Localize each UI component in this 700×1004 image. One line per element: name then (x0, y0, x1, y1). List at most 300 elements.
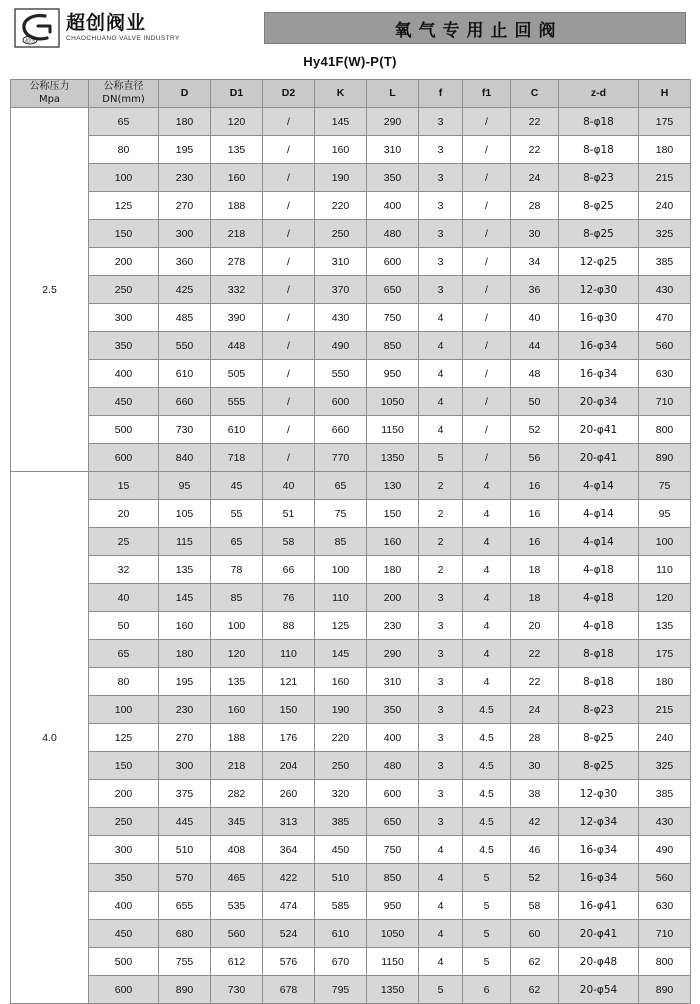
cell-zd: 20-φ41 (559, 444, 639, 472)
cell-dn: 80 (89, 136, 159, 164)
cell-dn: 350 (89, 332, 159, 360)
cell-c: 52 (511, 864, 559, 892)
cell-d2: 51 (263, 500, 315, 528)
cell-d: 610 (159, 360, 211, 388)
cell-d: 655 (159, 892, 211, 920)
cell-f1: / (463, 444, 511, 472)
cell-d1: 65 (211, 528, 263, 556)
cell-c: 18 (511, 584, 559, 612)
table-row (11, 724, 691, 752)
cell-c: 22 (511, 668, 559, 696)
spec-table-wrapper (0, 79, 700, 1004)
cell-h: 890 (639, 976, 691, 1004)
cell-d2: 88 (263, 612, 315, 640)
cell-k: 770 (315, 444, 367, 472)
cell-d1: 45 (211, 472, 263, 500)
cell-l: 1050 (367, 920, 419, 948)
cell-d1: 135 (211, 136, 263, 164)
cell-dn: 65 (89, 640, 159, 668)
cell-f1: 4 (463, 612, 511, 640)
cell-d1: 560 (211, 920, 263, 948)
cell-dn: 300 (89, 304, 159, 332)
cell-l: 400 (367, 192, 419, 220)
cell-c: 24 (511, 164, 559, 192)
cell-h: 75 (639, 472, 691, 500)
cell-f: 3 (419, 668, 463, 696)
cell-k: 65 (315, 472, 367, 500)
cell-zd: 8-φ25 (559, 724, 639, 752)
cell-d2: 121 (263, 668, 315, 696)
cell-l: 750 (367, 836, 419, 864)
cell-l: 600 (367, 248, 419, 276)
table-row (11, 248, 691, 276)
cell-f: 4 (419, 416, 463, 444)
cell-c: 56 (511, 444, 559, 472)
cell-d2: 313 (263, 808, 315, 836)
cell-f1: / (463, 276, 511, 304)
cell-d: 730 (159, 416, 211, 444)
cell-h: 175 (639, 640, 691, 668)
cell-d: 755 (159, 948, 211, 976)
product-title: 氧气专用止回阀 (394, 20, 563, 41)
table-row (11, 388, 691, 416)
cell-h: 800 (639, 948, 691, 976)
cell-l: 310 (367, 136, 419, 164)
cell-d2: / (263, 220, 315, 248)
cell-d2: / (263, 192, 315, 220)
cell-k: 220 (315, 192, 367, 220)
cell-dn: 25 (89, 528, 159, 556)
cell-f: 3 (419, 108, 463, 136)
cell-f: 3 (419, 276, 463, 304)
cell-zd: 8-φ25 (559, 192, 639, 220)
cell-d: 135 (159, 556, 211, 584)
cell-f: 4 (419, 388, 463, 416)
cell-h: 385 (639, 248, 691, 276)
cell-d1: 448 (211, 332, 263, 360)
cell-dn: 450 (89, 388, 159, 416)
cell-f1: 4 (463, 500, 511, 528)
cell-h: 470 (639, 304, 691, 332)
cell-h: 240 (639, 192, 691, 220)
table-row (11, 276, 691, 304)
cell-f: 3 (419, 724, 463, 752)
cell-f1: / (463, 388, 511, 416)
cell-dn: 200 (89, 248, 159, 276)
cell-zd: 8-φ18 (559, 668, 639, 696)
cell-d: 270 (159, 724, 211, 752)
table-row (11, 472, 691, 500)
cell-zd: 4-φ14 (559, 472, 639, 500)
cell-f1: / (463, 304, 511, 332)
cell-dn: 600 (89, 976, 159, 1004)
cell-k: 310 (315, 248, 367, 276)
cell-d1: 188 (211, 724, 263, 752)
cell-k: 670 (315, 948, 367, 976)
cell-dn: 100 (89, 164, 159, 192)
cell-f: 4 (419, 360, 463, 388)
table-header-row (11, 80, 691, 108)
cell-d: 550 (159, 332, 211, 360)
product-title-bar (264, 12, 686, 44)
cell-f: 3 (419, 612, 463, 640)
cell-c: 44 (511, 332, 559, 360)
cell-c: 22 (511, 108, 559, 136)
cell-l: 180 (367, 556, 419, 584)
cell-h: 630 (639, 360, 691, 388)
cell-k: 450 (315, 836, 367, 864)
cell-d1: 465 (211, 864, 263, 892)
header-d1: D1 (211, 80, 263, 108)
cell-dn: 400 (89, 360, 159, 388)
cell-h: 325 (639, 220, 691, 248)
header-pressure (11, 80, 89, 108)
cell-d: 570 (159, 864, 211, 892)
cell-d2: 524 (263, 920, 315, 948)
cell-d1: 78 (211, 556, 263, 584)
cell-d: 300 (159, 752, 211, 780)
cell-d2: / (263, 416, 315, 444)
cell-k: 550 (315, 360, 367, 388)
header-l: L (367, 80, 419, 108)
cell-c: 46 (511, 836, 559, 864)
cell-zd: 4-φ14 (559, 500, 639, 528)
cell-l: 160 (367, 528, 419, 556)
cell-d1: 278 (211, 248, 263, 276)
cell-d2: 474 (263, 892, 315, 920)
table-row (11, 220, 691, 248)
table-body (11, 108, 691, 1004)
cell-k: 385 (315, 808, 367, 836)
cell-d: 195 (159, 668, 211, 696)
cell-zd: 16-φ41 (559, 892, 639, 920)
cell-dn: 250 (89, 276, 159, 304)
cell-d2: 66 (263, 556, 315, 584)
cell-c: 60 (511, 920, 559, 948)
cell-h: 560 (639, 864, 691, 892)
cell-h: 630 (639, 892, 691, 920)
cell-f: 3 (419, 584, 463, 612)
cell-l: 150 (367, 500, 419, 528)
cell-f1: / (463, 332, 511, 360)
cell-d1: 120 (211, 108, 263, 136)
cell-d2: 150 (263, 696, 315, 724)
cell-l: 1150 (367, 948, 419, 976)
cell-f1: 4 (463, 668, 511, 696)
cell-h: 385 (639, 780, 691, 808)
cell-d: 115 (159, 528, 211, 556)
cell-l: 650 (367, 276, 419, 304)
cell-d2: / (263, 164, 315, 192)
cell-d: 145 (159, 584, 211, 612)
cell-f1: 6 (463, 976, 511, 1004)
cell-h: 560 (639, 332, 691, 360)
cell-d2: 40 (263, 472, 315, 500)
cell-dn: 450 (89, 920, 159, 948)
cell-h: 430 (639, 276, 691, 304)
cell-f: 3 (419, 220, 463, 248)
cell-d1: 55 (211, 500, 263, 528)
cell-f1: 4 (463, 584, 511, 612)
table-row (11, 416, 691, 444)
cell-c: 38 (511, 780, 559, 808)
cell-dn: 65 (89, 108, 159, 136)
cell-d2: / (263, 276, 315, 304)
cell-h: 100 (639, 528, 691, 556)
cell-d1: 408 (211, 836, 263, 864)
cell-c: 62 (511, 948, 559, 976)
cell-h: 430 (639, 808, 691, 836)
cell-d1: 160 (211, 164, 263, 192)
cell-h: 240 (639, 724, 691, 752)
header-zd: z-d (559, 80, 639, 108)
cell-k: 250 (315, 220, 367, 248)
cell-c: 22 (511, 136, 559, 164)
cell-zd: 4-φ18 (559, 556, 639, 584)
cell-h: 710 (639, 920, 691, 948)
cell-h: 215 (639, 696, 691, 724)
header-k: K (315, 80, 367, 108)
cell-dn: 400 (89, 892, 159, 920)
cell-l: 350 (367, 164, 419, 192)
cell-k: 510 (315, 864, 367, 892)
cell-d: 105 (159, 500, 211, 528)
product-model-code: Hy41F(W)-P(T) (303, 54, 397, 69)
cell-f: 3 (419, 136, 463, 164)
cell-d: 485 (159, 304, 211, 332)
cell-c: 16 (511, 500, 559, 528)
cell-f: 3 (419, 752, 463, 780)
cell-d: 230 (159, 164, 211, 192)
cell-l: 480 (367, 220, 419, 248)
cell-zd: 4-φ18 (559, 612, 639, 640)
cell-d: 840 (159, 444, 211, 472)
cell-f1: 4 (463, 472, 511, 500)
cell-k: 125 (315, 612, 367, 640)
cell-c: 42 (511, 808, 559, 836)
cell-l: 600 (367, 780, 419, 808)
cell-zd: 8-φ18 (559, 108, 639, 136)
table-row (11, 164, 691, 192)
cell-k: 795 (315, 976, 367, 1004)
cell-d: 660 (159, 388, 211, 416)
cell-f: 2 (419, 472, 463, 500)
cell-d: 445 (159, 808, 211, 836)
table-row (11, 612, 691, 640)
cell-h: 135 (639, 612, 691, 640)
cell-f1: 4 (463, 556, 511, 584)
cell-d: 375 (159, 780, 211, 808)
cell-zd: 8-φ18 (559, 640, 639, 668)
cell-dn: 80 (89, 668, 159, 696)
cell-l: 1350 (367, 976, 419, 1004)
cell-h: 800 (639, 416, 691, 444)
company-logo-icon (14, 8, 60, 48)
cell-dn: 350 (89, 864, 159, 892)
cell-l: 950 (367, 360, 419, 388)
cell-d1: 332 (211, 276, 263, 304)
table-row (11, 948, 691, 976)
cell-c: 16 (511, 528, 559, 556)
cell-d: 425 (159, 276, 211, 304)
table-row (11, 360, 691, 388)
logo-company-name-en: CHAOCHUANG VALVE INDUSTRY (66, 34, 180, 42)
cell-zd: 16-φ34 (559, 836, 639, 864)
cell-d2: 576 (263, 948, 315, 976)
table-row (11, 892, 691, 920)
table-row (11, 304, 691, 332)
cell-h: 120 (639, 584, 691, 612)
cell-k: 320 (315, 780, 367, 808)
table-row (11, 920, 691, 948)
cell-c: 58 (511, 892, 559, 920)
cell-l: 310 (367, 668, 419, 696)
cell-f1: / (463, 108, 511, 136)
cell-zd: 16-φ34 (559, 864, 639, 892)
cell-c: 16 (511, 472, 559, 500)
cell-d: 360 (159, 248, 211, 276)
cell-d2: / (263, 444, 315, 472)
cell-zd: 8-φ18 (559, 136, 639, 164)
table-row (11, 500, 691, 528)
cell-l: 200 (367, 584, 419, 612)
cell-d: 180 (159, 640, 211, 668)
cell-l: 950 (367, 892, 419, 920)
cell-c: 48 (511, 360, 559, 388)
cell-k: 585 (315, 892, 367, 920)
cell-f1: 4.5 (463, 808, 511, 836)
cell-d2: / (263, 304, 315, 332)
cell-l: 350 (367, 696, 419, 724)
cell-d2: 204 (263, 752, 315, 780)
table-row (11, 780, 691, 808)
cell-dn: 32 (89, 556, 159, 584)
cell-d: 680 (159, 920, 211, 948)
table-row (11, 584, 691, 612)
cell-zd: 20-φ41 (559, 416, 639, 444)
cell-dn: 150 (89, 220, 159, 248)
cell-zd: 8-φ23 (559, 164, 639, 192)
cell-l: 850 (367, 864, 419, 892)
cell-k: 610 (315, 920, 367, 948)
cell-h: 890 (639, 444, 691, 472)
cell-h: 180 (639, 136, 691, 164)
cell-c: 24 (511, 696, 559, 724)
cell-zd: 16-φ34 (559, 360, 639, 388)
cell-d1: 535 (211, 892, 263, 920)
cell-zd: 8-φ25 (559, 752, 639, 780)
cell-d2: / (263, 136, 315, 164)
cell-f: 4 (419, 948, 463, 976)
cell-f1: / (463, 192, 511, 220)
cell-d1: 612 (211, 948, 263, 976)
cell-d1: 610 (211, 416, 263, 444)
cell-l: 650 (367, 808, 419, 836)
cell-k: 250 (315, 752, 367, 780)
cell-l: 290 (367, 640, 419, 668)
cell-k: 160 (315, 668, 367, 696)
cell-f: 3 (419, 164, 463, 192)
cell-h: 490 (639, 836, 691, 864)
cell-d: 160 (159, 612, 211, 640)
cell-f1: / (463, 416, 511, 444)
cell-d1: 390 (211, 304, 263, 332)
header-d2: D2 (263, 80, 315, 108)
cell-dn: 200 (89, 780, 159, 808)
cell-f: 3 (419, 192, 463, 220)
cell-dn: 600 (89, 444, 159, 472)
cell-f: 4 (419, 304, 463, 332)
cell-d1: 188 (211, 192, 263, 220)
cell-d1: 282 (211, 780, 263, 808)
cell-zd: 4-φ14 (559, 528, 639, 556)
cell-d1: 218 (211, 752, 263, 780)
cell-f1: 5 (463, 892, 511, 920)
page-header (0, 0, 700, 52)
cell-l: 480 (367, 752, 419, 780)
header-c: C (511, 80, 559, 108)
header-d: D (159, 80, 211, 108)
cell-dn: 500 (89, 948, 159, 976)
cell-d: 270 (159, 192, 211, 220)
cell-c: 30 (511, 220, 559, 248)
cell-c: 36 (511, 276, 559, 304)
cell-f: 4 (419, 892, 463, 920)
cell-l: 290 (367, 108, 419, 136)
cell-zd: 12-φ25 (559, 248, 639, 276)
table-row (11, 808, 691, 836)
table-row (11, 640, 691, 668)
cell-f: 3 (419, 248, 463, 276)
table-row (11, 556, 691, 584)
cell-d: 180 (159, 108, 211, 136)
cell-f1: 4.5 (463, 724, 511, 752)
cell-f: 3 (419, 696, 463, 724)
header-pressure-unit: Mpa (38, 93, 61, 105)
table-row (11, 864, 691, 892)
table-row (11, 444, 691, 472)
cell-d1: 730 (211, 976, 263, 1004)
cell-d1: 120 (211, 640, 263, 668)
cell-c: 28 (511, 192, 559, 220)
cell-dn: 20 (89, 500, 159, 528)
cell-f: 5 (419, 976, 463, 1004)
cell-d2: 58 (263, 528, 315, 556)
cell-h: 175 (639, 108, 691, 136)
cell-c: 18 (511, 556, 559, 584)
cell-c: 50 (511, 388, 559, 416)
cell-h: 215 (639, 164, 691, 192)
table-row (11, 528, 691, 556)
cell-k: 85 (315, 528, 367, 556)
cell-d1: 160 (211, 696, 263, 724)
cell-zd: 8-φ25 (559, 220, 639, 248)
cell-f: 4 (419, 836, 463, 864)
cell-f1: 4 (463, 528, 511, 556)
cell-dn: 15 (89, 472, 159, 500)
cell-dn: 300 (89, 836, 159, 864)
cell-l: 850 (367, 332, 419, 360)
cell-f1: 4.5 (463, 752, 511, 780)
cell-l: 1350 (367, 444, 419, 472)
table-row (11, 108, 691, 136)
header-f1: f1 (463, 80, 511, 108)
cell-c: 34 (511, 248, 559, 276)
cell-zd: 20-φ48 (559, 948, 639, 976)
cell-d2: 678 (263, 976, 315, 1004)
header-diameter (89, 80, 159, 108)
cell-k: 600 (315, 388, 367, 416)
